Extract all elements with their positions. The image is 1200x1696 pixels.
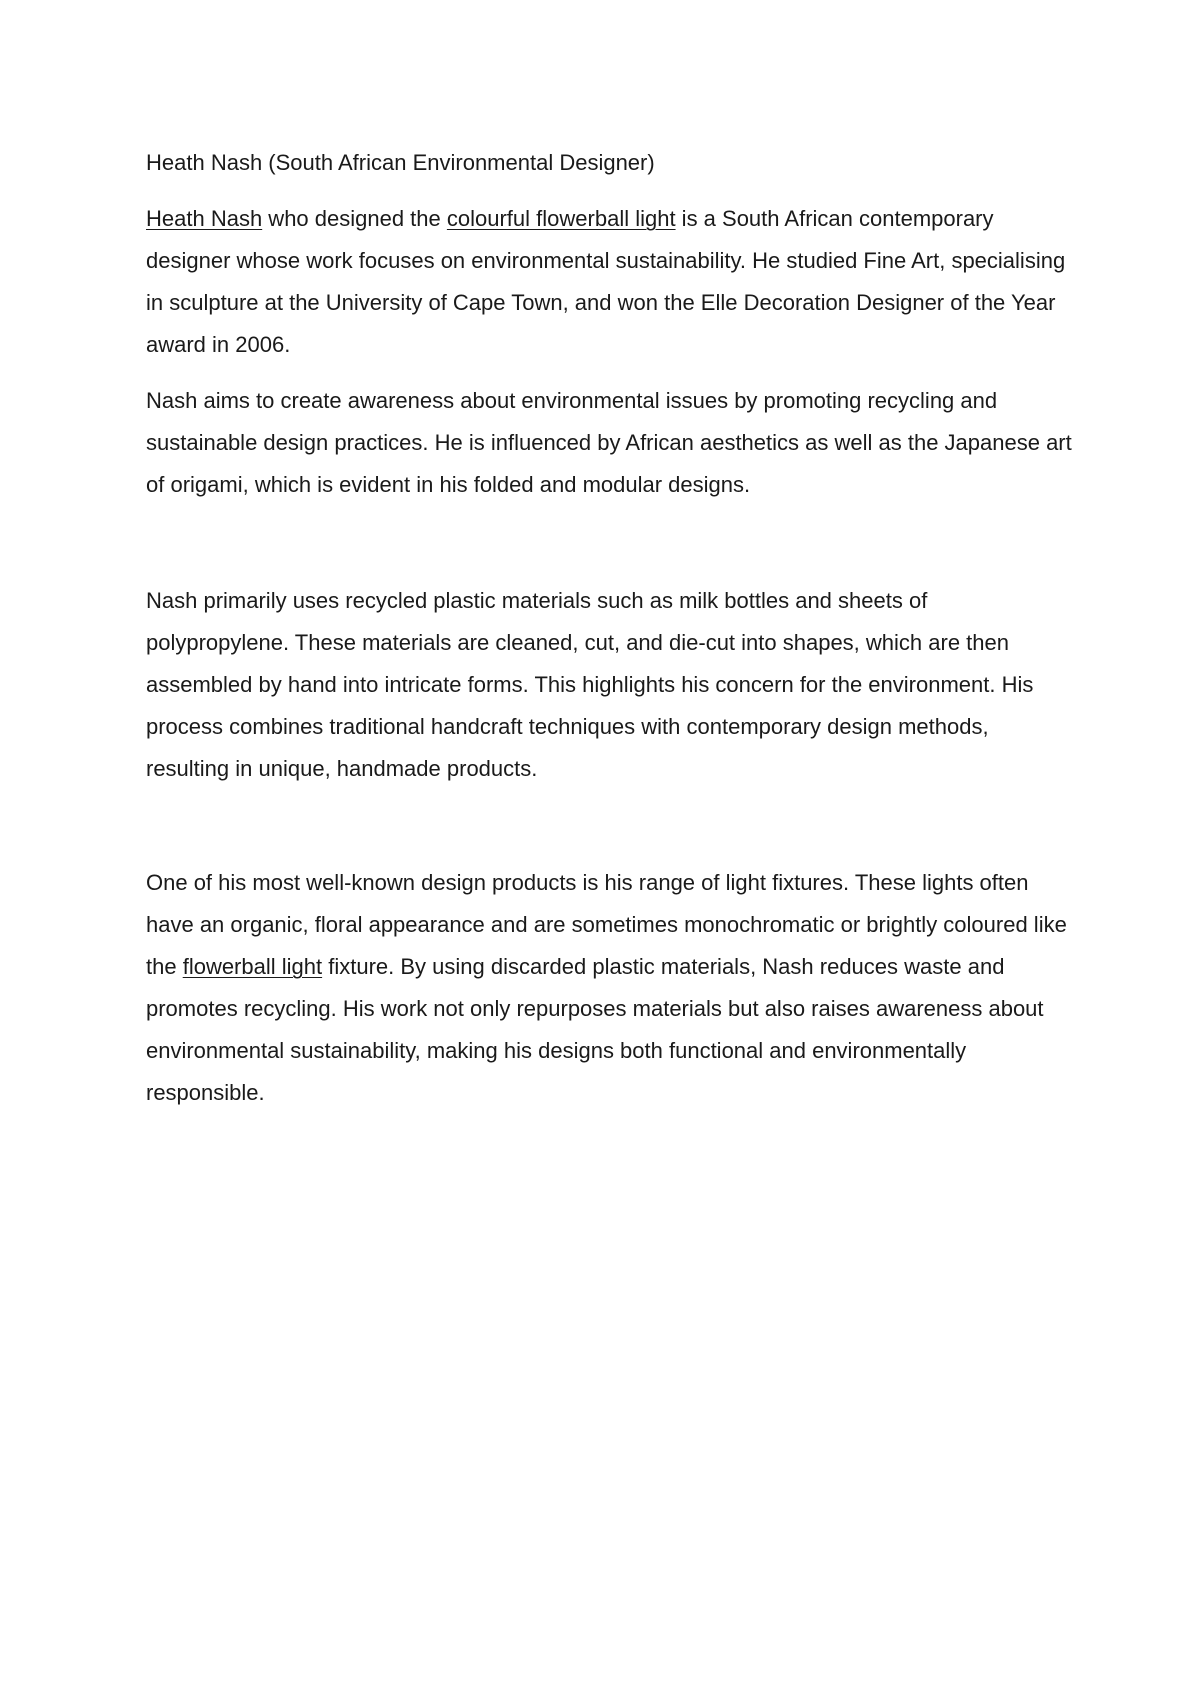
document-title: Heath Nash (South African Environmental Designer): [146, 150, 655, 175]
paragraph-materials: Nash primarily uses recycled plastic materials such as milk bottles and sheets of polypropylene. These materials are cleaned, cut, and die-cut into shapes, which are then assembled by hand into intricate forms. This highlights his concern for the environment. His process combines traditional handcraft techniques with contemporary design methods, resulting in unique, handmade products.: [146, 588, 1034, 781]
paragraph-light-fixtures-text-1: One of his most well-known design products is his range of light fixtures. These lights often have an organic, floral appearance and are sometimes monochromatic or brightly coloured like the: [146, 870, 1067, 979]
paragraph-intro-text-2: is a South African contemporary designer whose work focuses on environmental sustainability. He studied Fine Art, specialising in sculpture at the University of Cape Town, and won the Elle Decoration Designer of the Year award in 2006.: [146, 206, 1066, 357]
paragraph-light-fixtures-text-2: fixture. By using discarded plastic materials, Nash reduces waste and promotes recycling. His work not only repurposes materials but also raises awareness about environmental sustainability, making his designs both functional and environmentally responsible.: [146, 954, 1044, 1105]
colourful-flowerball-light-link[interactable]: colourful flowerball light: [446, 206, 676, 231]
paragraph-intro: [146, 198, 1076, 366]
paragraph-intro-text-1: who designed the: [262, 206, 447, 231]
flowerball-light-link[interactable]: flowerball light: [182, 954, 323, 979]
document-body: [146, 142, 1076, 1114]
heath-nash-link[interactable]: Heath Nash: [146, 206, 263, 231]
paragraph-light-fixtures: [146, 862, 1076, 1114]
paragraph-awareness: Nash aims to create awareness about environmental issues by promoting recycling and sustainable design practices. He is influenced by African aesthetics as well as the Japanese art of origami, which is evident in his folded and modular designs.: [146, 388, 1072, 497]
